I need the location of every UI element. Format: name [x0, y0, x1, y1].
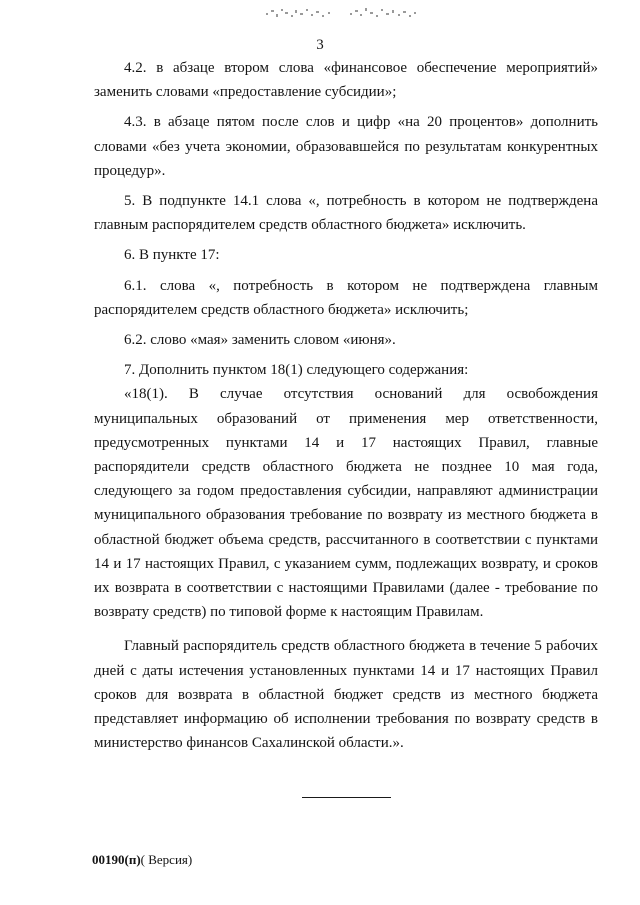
paragraph-4-2: 4.2. в абзаце втором слова «финансовое обеспечение мероприятий» заменить словами «предоставление субсидии»; [94, 60, 598, 101]
paragraph-final: Главный распорядитель средств областного бюджета в течение 5 рабочих дней с даты истечения установленных пунктами 14 и 17 настоящих Правил сроков для возврата в областной бюджет средств из местного бюджета представляет информацию об исполнении требования по возврату средств в министерство финансов Сахалинской области.». [94, 638, 598, 752]
document-code-number: 00190(п) [92, 852, 141, 867]
paragraph-6-1: 6.1. слова «, потребность в котором не подтверждена главным распорядителем средств областного бюджета» исключить; [94, 277, 598, 318]
end-divider [302, 797, 391, 798]
paragraph-5: 5. В подпункте 14.1 слова «, потребность в котором не подтверждена главным распорядителем средств областного бюджета» исключить. [94, 193, 598, 234]
document-body [94, 56, 598, 755]
paragraph-18-1: «18(1). В случае отсутствия оснований для освобождения муниципальных образований от применения мер ответственности, предусмотренных пунктами 14 и 17 настоящих Правил, главные распорядители средств областного бюджета не позднее 10 мая года, следующего за годом предоставления субсидии, направляют администрации муниципального образования требование по возврату из местного бюджета в областной бюджет объема средств, рассчитанного в соответствии с пунктами 14 и 17 настоящих Правил, с указанием сумм, подлежащих возврату, и сроков их возврата в соответствии с настоящими Правилами (далее - требование по возврату средств) по типовой форме к настоящим Правилам. [94, 386, 598, 621]
paragraph-4-3: 4.3. в абзаце пятом после слов и цифр «на 20 процентов» дополнить словами «без учета экономии, образовавшейся по результатам конкурентных процедур». [94, 114, 598, 179]
paragraph-6: 6. В пункте 17: [124, 247, 220, 264]
page-number: 3 [316, 37, 324, 53]
scan-noise-mark [262, 2, 427, 24]
document-code [92, 852, 192, 868]
document-version-label: ( Версия) [140, 852, 193, 867]
paragraph-6-2: 6.2. слово «мая» заменить словом «июня». [124, 332, 396, 349]
paragraph-7: 7. Дополнить пунктом 18(1) следующего содержания: [124, 362, 469, 379]
